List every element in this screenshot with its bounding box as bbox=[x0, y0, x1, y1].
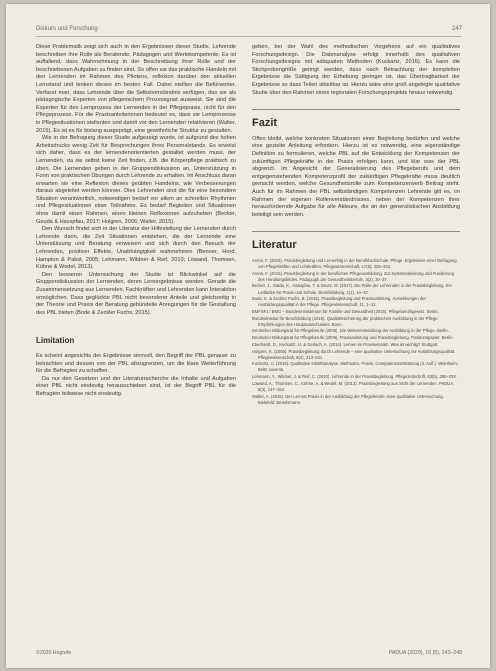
body-paragraph: Diese Problematik zeigt sich auch in den Ergebnissen dieser Studie. Lehrende beschreiben ihre Rolle als Beratende, Pädagogen und Wertekompetente. Es ist auffallend, dass Wahrnehmung in der Beschreibung ihrer Rolle und der beschriebenen Aufgaben zu finden sind. So offen sie das praktische Handeln mit den Lernenden im Rahmen des Pilotens, reflexion darüber den aktuellen Lernstand und lenken dieses im besten Fall. Dabei stellten die Befürworter, Verfasst man, dass Lehrende über die Selbstverständnis verfügen, das sie als pädagogische Experten von pflegerischem Prozessgrad ausweist. Sie sind die Experten für den Lernprozess der Lernenden in der Pflegepraxis, nicht für den Pflegeprozess. Für die Praxisanleiterinnen bedeutet es, dass sie Lernprozesse in Pflegesituationen stellenten und damit vor den Lernenden relativieren (Walter, 2015). Es ist es für bislang ausgeprägt, eine gewöhnliche Struktur zu gestalten. bbox=[36, 44, 236, 134]
reference-item: Arens, F. (2015). Praxisbegleitung und Lernerfolg in der Berufsfachschule: Pflege. Ergebnisse einer Befragung von Pflegekräften und Lehrkräften. Pflegewissenschaft, 17(6), 325–333. bbox=[252, 257, 457, 269]
section-heading-limitation: Limitation bbox=[36, 336, 75, 346]
reference-item: Deutscher Bildungsrat für Pflegeberufe (2005). Die Weiterentwicklung der Ausbildung in der Pflege. Berlin. bbox=[252, 328, 449, 334]
page-number: 247 bbox=[451, 26, 462, 32]
reference-item: Deutscher Bildungsrat für Pflegeberufe (2006). Praxisanleitung und Praxisbegleitung. Positionspapier. Berlin. bbox=[252, 335, 454, 341]
section-heading-literatur: Literatur bbox=[252, 231, 460, 250]
body-paragraph: Den besseren Untersuchung der Studie ist Blickwinkel auf die Gruppendiskussion der Lernenden, deren Lernergebnisse werden. Gerade die Zusammensetzung aus Lernenden, Fachkräften und Lehrenden kann Interaktion ermöglichen. Dass geglückte PBL nicht besonderer Anteile und gleichzeitig in der Theorie und Praxis der Beratung gebündelte Anregungen für die Gestaltung des PBL bieten (Bode & Zeckler Fuchs, 2015). bbox=[36, 271, 236, 316]
left-column bbox=[36, 44, 236, 399]
reference-item: Bundesinstitut für Berufsbildung (2016). Qualitätssicherung der praktischen Ausbildung in der Pflege. Empfehlungen des Hauptausschusses. Bonn. bbox=[252, 315, 439, 327]
reference-item: Arens, F. (2016). Praxisbegleitung in der beruflichen Pflegeausbildung. Zur Systematisierung und Fundierung des Handlungsfeldes. Pädagogik der Gesundheitsberufe, 3(2), 30–37. bbox=[252, 270, 455, 282]
footer-citation: PADUA (2020), 15 (5), 243–248 bbox=[388, 650, 462, 656]
body-paragraph: Es scheint angesichts der Ergebnisse sinnvoll, den Begriff der PBL genauer zu betrachten und dessen von der PBL abzugrenzen, um die klare Weiterführung für die Befragten zu schaffen. bbox=[36, 352, 236, 375]
reference-item: Holgren, K. (2006). Praxisbegleitung durch Lehrende – eine qualitative Untersuchung zur Ausbildungsqualität. Pflegewissenschaft, 8(4), 213–221. bbox=[252, 348, 456, 360]
body-paragraph: Offen bleibt, welche konkreten Situationen einer Begleitung bedürfen und welche eine gezielte Anleitung erfordern. Hierzu ist es notwendig, eine eigenständige Definition zu formulieren, welche PBL auf die Entwicklung der Kompetenzen der zukünftigen Pflegekräfte in der Praxis erfolgen kann, und klar was der PBL abgrenzt. Im Angesicht der Generalisierung des Pflegeberufs und dem entgegenstehenden Kompetenzprofil der zukünftigen Pflegekräfte muss deutlich gemacht werden, welche Gesundheitsrolle zum Kompetenzerwerb Beitrag steht. Auch für im Rahmen der PBL selbständigen Kompetenzen Lehrende gilt es, im Rahmen der eigenen Rollenverständnisses, neben der Kompetenzen ihrer herausfordernde Aufgabe für alle Akteure, die an der generalistischen Ausbildung beteiligt sein werden. bbox=[252, 135, 460, 218]
body-paragraph: geben, bei der Wahl des methodischen Vorgehens auf ein qualitatives Forschungsdesign. Die Datenanalyse erfolgt innerhalb des qualitativen Forschungsdesigns mit adäquaten Methoden (Kuckartz, 2016). Es kann die Stichprobengröße geringt werden, dass nach Betrachtung der kompletten Ergebnisse die Sättigung der Erhebung geringer ist, das Übertragbarkeit der Ergebnisse so dass Teilen ableitbar ist. Hierzu wäre eine groß angelegte qualitative Studie über den Rahmen eines regionalen Forschungsprojekts hinaus notwendig. bbox=[252, 44, 460, 96]
reference-item: Walter, A. (2015). Der Lernort Praxis in der Ausbildung der Pflegeberufe. Eine qualitative Untersuchung. Bielefeld: Bertelsmann. bbox=[252, 393, 444, 405]
reference-item: Bode, K. & Zeckler Fuchs, B. (2015). Praxisbegleitung und Praxisanleitung. Auswirkungen der Ausbildungsqualität in der Pflege. Pflegewissenschaft, 11, 1–12. bbox=[252, 296, 426, 308]
running-header-title: Diskurs und Forschung bbox=[36, 26, 98, 32]
body-paragraph: Da nur den Gesetzen und der Literaturrecherche die Inhalte und Aufgaben einer PBL nicht eindeutig herausschieben sind, ist der Begriff PBL für die Befragten teilweise nicht eindeutig. bbox=[36, 375, 236, 397]
document-page bbox=[6, 4, 490, 668]
reference-item: Becker, J., Gaida, K., Hasspfau, T. & Deutz, M. (2017). Die Rolle der Lehrenden in der Praxisbegleitung. Ein Leitfaden für Praxis und Schule. Berufsbildung, 1(1), 14–22. bbox=[252, 283, 452, 295]
page-footer bbox=[36, 650, 462, 656]
reference-item: Kuckartz, U. (2016). Qualitative Inhaltsanalyse. Methoden, Praxis, Computerunterstützung (3. Aufl.). Weinheim: Beltz Juventa. bbox=[252, 361, 458, 373]
body-paragraph: Wie in der Befragung dieser Studie aufgezeigt wurde, ist aufgrund des hohen Arbeitsdrucks wenig Zeit für Besprechungen ihres Personalstands. Es erweist sich daher, dass es der lernendenorientierten gestaltet werden muss, der Lernenden, da sie selbst keine Zeit finden, z.B. die Körperpflege praktisch zu üben. Die Lernenden geben in der Gruppendiskussion an, Unterstützung in Form von praktischen Übungen durch Lehrende zu erhalten. Im Anschluss daran erwarten sie eine Reflexion dieses geübten Handelns, wie Verbesserungen daraus abgeleitet werden können. Dies Lehrenden sind die für eine besondere Situation verantwortlich, notwendigen bedarf vor allem an schnellen Rhythmen und Pflegesituationen einer Teilnahme. Es bedarf Begleiten und Situationen ohne damit einen Rahmen, einen kleinen Reflexionen aufzuheben (Becker, Geuda & Hasspfau, 2017; Holgren, 2006; Walter, 2015). bbox=[36, 135, 236, 225]
running-header bbox=[36, 26, 462, 37]
reference-item: Lehmann, Y., Wildner, J. & Reif, C. (2010). Lehrende in der Praxisbegleitung. Pflegezeitschrift, 63(5), 290–293. bbox=[252, 374, 457, 380]
reference-list bbox=[252, 258, 460, 406]
right-column bbox=[252, 44, 460, 406]
footer-copyright: ©2020 Hogrefe bbox=[36, 650, 72, 656]
reference-item: Eberhardt, D., Kuckartz, U. & Gerlach, A. (2014). Lernen im Praxiseinsatz. Was ist wichtig? Stuttgart. bbox=[252, 341, 439, 347]
body-paragraph: Den Wunsch findet sich in der Literatur der Hilfestellung der Lernenden durch Lehrende darin, die Zeit Situationen entstehen, die der Lernende eine Unterstützung und Beratung verweisen und sich durch den Besuch der Lehrenden, positiver Effekte, Unabhängigkeit wahrnehmen (Benner, Hord, Hampton & Pabst, 2005; Lehmann, Wildner & Reif, 2010; Löwand, Thomsen, Kühne & Wedel, 2013). bbox=[36, 226, 236, 271]
section-heading-fazit: Fazit bbox=[252, 109, 460, 128]
reference-item: Löwand, A., Thomsen, C., Kühne, A. & Wedel, M. (2013). Praxisbegleitung aus Sicht der Lernenden. PADUA, 8(3), 147–152. bbox=[252, 380, 455, 392]
reference-item: BMFSFJ / BMG – Bundesministerium für Familie und Gesundheit (2016). Pflegeberufsgesetz. Berlin. bbox=[252, 309, 439, 314]
